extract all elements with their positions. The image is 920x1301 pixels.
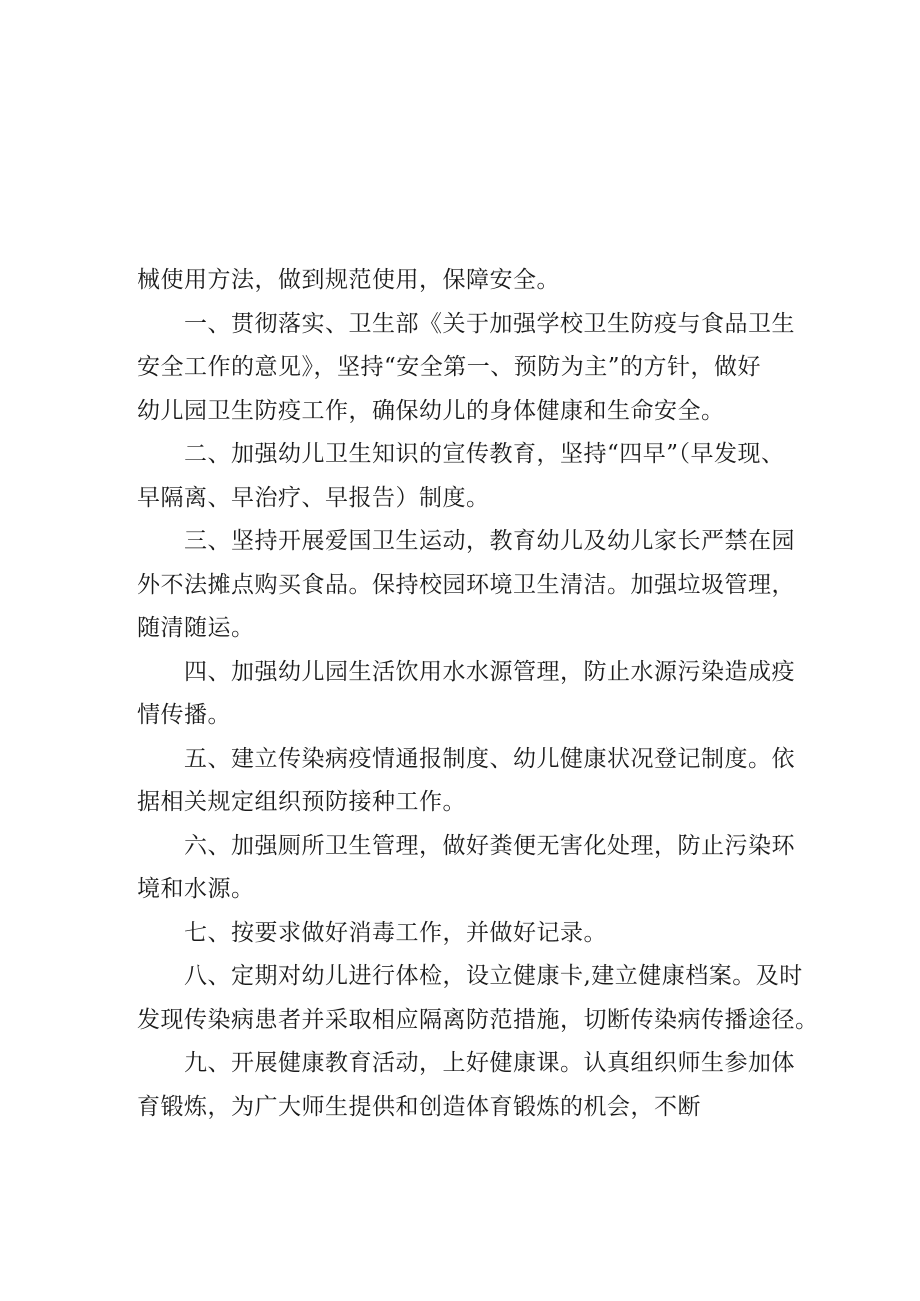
text-line: 械使用方法，做到规范使用，保障安全。 (137, 267, 560, 293)
text-line: 安全工作的意见》，坚持“安全第一、预防为主”的方针，做好 (137, 354, 762, 380)
text-line: 外不法摊点购买食品。保持校园环境卫生清洁。加强垃圾管理， (137, 571, 795, 598)
text-line: 育锻炼，为广大师生提供和创造体育锻炼的机会，不断 (137, 1093, 701, 1120)
text-line: 幼儿园卫生防疫工作，确保幼儿的身体健康和生命安全。 (137, 397, 725, 424)
text-line: 五、建立传染病疫情通报制度、幼儿健康状况登记制度。依 (184, 745, 795, 772)
text-line: 三、坚持开展爱国卫生运动，教育幼儿及幼儿家长严禁在园 (184, 528, 795, 554)
text-line: 二、加强幼儿卫生知识的宣传教育，坚持“四早”（早发现、 (184, 441, 785, 467)
document-body (137, 259, 817, 1129)
text-line: 情传播。 (137, 702, 231, 728)
text-line: 九、开展健康教育活动，上好健康课。认真组织师生参加体 (184, 1050, 795, 1076)
text-line: 六、加强厕所卫生管理，做好粪便无害化处理，防止污染环 (184, 832, 795, 859)
text-line: 八、定期对幼儿进行体检，设立健康卡,建立健康档案。及时 (184, 963, 803, 989)
text-line: 发现传染病患者并采取相应隔离防范措施，切断传染病传播途径。 (137, 1006, 819, 1033)
text-line: 早隔离、早治疗、早报告）制度。 (137, 484, 490, 511)
text-line: 四、加强幼儿园生活饮用水水源管理，防止水源污染造成疫 (184, 658, 795, 685)
text-line: 随清随运。 (137, 615, 255, 641)
text-line: 七、按要求做好消毒工作，并做好记录。 (184, 919, 607, 946)
text-line: 一、贯彻落实、卫生部《关于加强学校卫生防疫与食品卫生 (184, 310, 795, 337)
text-line: 境和水源。 (137, 876, 255, 902)
text-line: 据相关规定组织预防接种工作。 (137, 789, 466, 815)
